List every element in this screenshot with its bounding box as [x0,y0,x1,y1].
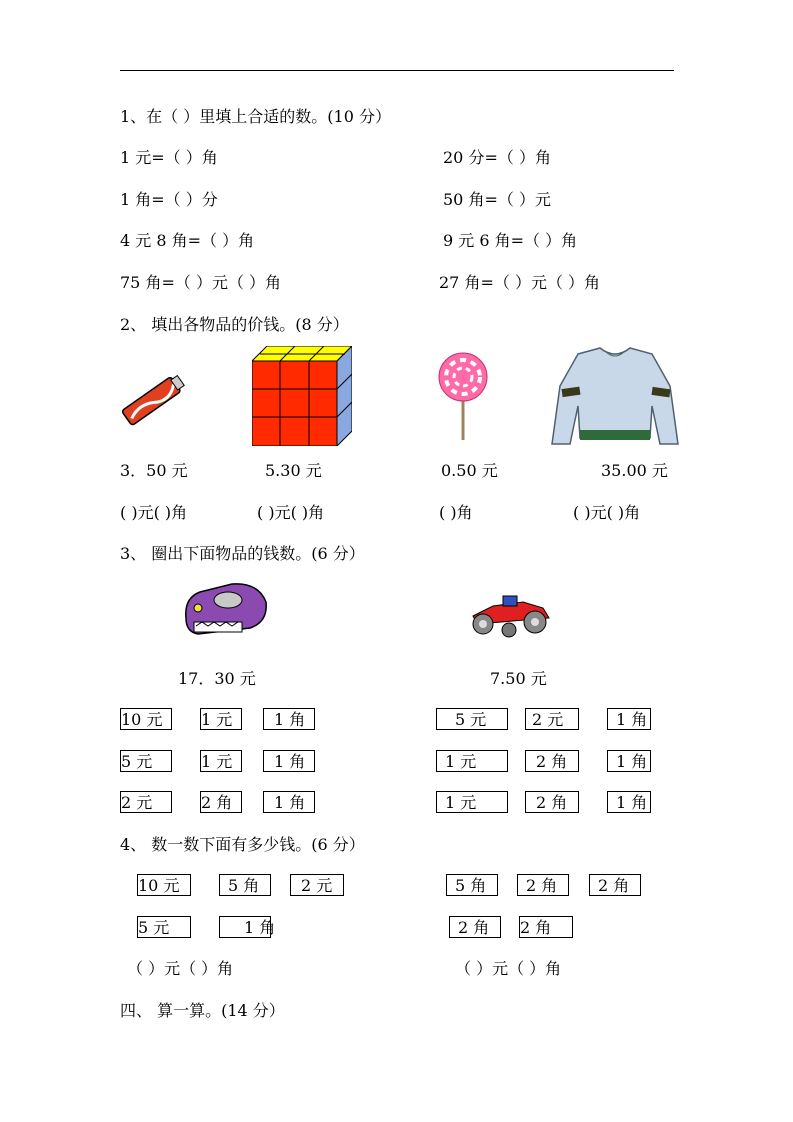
money-box[interactable]: 5 元 [120,750,172,772]
money-box[interactable]: 1 角 [263,750,315,772]
money-box: 2 角 [517,874,569,896]
q1-item: 50 角=（ ）元 [443,190,551,209]
money-box: 2 角 [519,916,573,938]
money-box[interactable]: 1 角 [263,708,315,730]
q2-blank: ( )元( )角 [573,503,641,522]
money-box[interactable]: 2 角 [525,791,579,813]
q3-price: 17．30 元 [178,669,256,688]
q2-blank: ( )角 [439,503,473,522]
q1-item: 1 角=（ ）分 [120,190,218,209]
money-box[interactable]: 1 元 [200,708,242,730]
q3-title: 3、 圈出下面物品的钱数。(6 分） [120,544,365,563]
q2-title: 2、 填出各物品的价钱。(8 分） [120,315,349,334]
money-box: 5 元 [137,916,191,938]
money-box: 2 角 [589,874,641,896]
q2-price: 35.00 元 [601,461,668,480]
q1-item: 1 元=（ ）角 [120,148,218,167]
q1-title: 1、在（ ）里填上合适的数。(10 分） [120,107,391,126]
money-box[interactable]: 1 元 [436,791,508,813]
q1-item: 75 角=（ ）元（ ）角 [120,273,282,292]
toy-car-icon [180,578,270,640]
money-box[interactable]: 5 元 [436,708,508,730]
money-box[interactable]: 1 角 [607,791,651,813]
rubiks-cube-icon [252,346,352,446]
money-box: 5 角 [219,874,271,896]
q1-item: 27 角=（ ）元（ ）角 [439,273,601,292]
money-box[interactable]: 2 元 [120,791,172,813]
lollipop-icon [436,352,490,442]
q4-answer: （ ）元（ ）角 [127,959,234,978]
q2-blank: ( )元( )角 [257,503,325,522]
q4-answer: （ ）元（ ）角 [455,959,562,978]
money-box: 2 角 [449,916,501,938]
sweater-icon [550,346,680,448]
money-box: 10 元 [137,874,191,896]
money-box: 2 元 [290,874,344,896]
money-box: 1 角 [219,916,271,938]
money-box[interactable]: 2 角 [200,791,242,813]
header-rule [120,70,674,71]
money-box[interactable]: 1 角 [263,791,315,813]
q5-title: 四、 算一算。(14 分） [120,1001,285,1020]
q3-price: 7.50 元 [490,669,547,688]
toy-racecar-icon [463,588,555,640]
money-box: 5 角 [446,874,498,896]
toothpaste-icon [118,358,190,430]
q1-item: 20 分=（ ）角 [443,148,551,167]
money-box[interactable]: 1 角 [607,750,651,772]
q2-price: 0.50 元 [441,461,498,480]
money-box[interactable]: 1 角 [607,708,651,730]
q1-item: 9 元 6 角=（ ）角 [443,231,578,250]
q2-price: 3．50 元 [120,461,188,480]
money-box[interactable]: 2 角 [525,750,579,772]
q1-item: 4 元 8 角=（ ）角 [120,231,255,250]
money-box[interactable]: 1 元 [200,750,242,772]
q2-blank: ( )元( )角 [120,503,188,522]
money-box[interactable]: 10 元 [120,708,172,730]
money-box[interactable]: 1 元 [436,750,508,772]
q4-title: 4、 数一数下面有多少钱。(6 分） [120,835,365,854]
money-box[interactable]: 2 元 [525,708,579,730]
q2-price: 5.30 元 [265,461,322,480]
